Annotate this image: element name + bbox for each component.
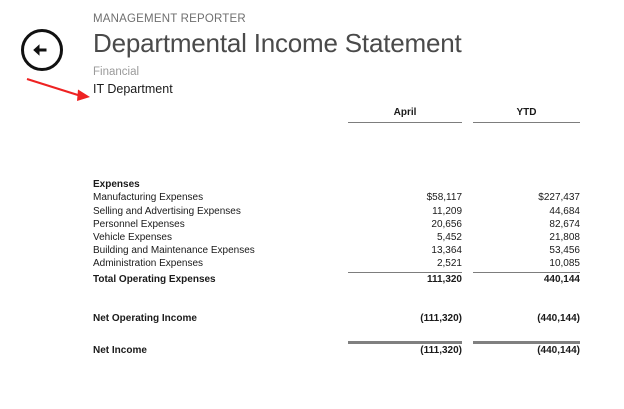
row-value-ytd: 44,684 xyxy=(549,205,580,217)
row-value-ytd: 53,456 xyxy=(549,245,580,257)
net-operating-ytd: (440,144) xyxy=(537,312,580,324)
net-income-ytd: (440,144) xyxy=(537,345,580,357)
table-row xyxy=(93,191,580,204)
department-label: IT Department xyxy=(93,82,173,96)
net-income-april: (111,320) xyxy=(420,345,462,357)
row-value-april: 5,452 xyxy=(436,232,462,244)
row-value-april: 13,364 xyxy=(431,245,462,257)
financial-report xyxy=(93,106,580,357)
row-label: Selling and Advertising Expenses xyxy=(93,205,241,217)
table-header-row xyxy=(93,106,580,121)
back-button[interactable] xyxy=(20,28,64,72)
row-value-april: 11,209 xyxy=(432,205,462,217)
row-value-ytd: 10,085 xyxy=(549,258,580,270)
net-operating-label: Net Operating Income xyxy=(93,312,197,324)
table-row xyxy=(93,244,580,257)
row-value-april: 20,656 xyxy=(431,218,462,230)
table-row xyxy=(93,231,580,244)
column-header-ytd: YTD xyxy=(516,107,537,118)
row-label: Manufacturing Expenses xyxy=(93,192,204,204)
red-arrow-pointer-icon xyxy=(20,70,100,105)
report-scope xyxy=(93,65,593,98)
row-gap xyxy=(462,205,473,218)
pre-net-income-spacer xyxy=(93,325,580,338)
total-operating-label: Total Operating Expenses xyxy=(93,273,216,285)
income-statement-table xyxy=(93,106,580,357)
page-title: Departmental Income Statement xyxy=(93,28,462,58)
table-row xyxy=(93,218,580,231)
net-income-row xyxy=(93,343,580,358)
pre-net-operating-spacer xyxy=(93,286,580,312)
row-value-ytd: $227,437 xyxy=(538,192,580,204)
row-gap xyxy=(462,244,473,257)
total-operating-expenses-row xyxy=(93,272,580,286)
row-label: Building and Maintenance Expenses xyxy=(93,245,255,257)
row-gap xyxy=(462,257,473,270)
section-title-gap xyxy=(462,178,473,191)
section-title: Expenses xyxy=(93,179,140,191)
net-income-gap xyxy=(462,343,473,358)
row-label: Administration Expenses xyxy=(93,258,204,270)
section-spacer-cell xyxy=(93,123,580,179)
report-header xyxy=(93,12,593,98)
header-spacer-cell xyxy=(93,106,348,121)
section-title-ytd xyxy=(473,178,580,191)
pre-net-operating-spacer-cell xyxy=(93,286,580,312)
net-income-label: Net Income xyxy=(93,345,147,357)
section-title-april xyxy=(348,178,462,191)
column-gap xyxy=(462,106,473,121)
pre-net-income-spacer-cell xyxy=(93,325,580,338)
row-label: Vehicle Expenses xyxy=(93,232,172,244)
company-label: Financial xyxy=(93,66,140,78)
row-value-april: 2,521 xyxy=(436,258,462,270)
row-gap xyxy=(462,191,473,204)
net-operating-april: (111,320) xyxy=(420,312,462,324)
total-operating-ytd: 440,144 xyxy=(543,273,580,285)
app-name-eyebrow: MANAGEMENT REPORTER xyxy=(93,13,246,25)
total-operating-april: 111,320 xyxy=(426,273,462,285)
arrow-left-circle-icon xyxy=(20,28,64,72)
row-value-ytd: 82,674 xyxy=(549,218,580,230)
row-gap xyxy=(462,218,473,231)
total-operating-gap xyxy=(462,272,473,286)
section-heading-row xyxy=(93,178,580,191)
table-row xyxy=(93,205,580,218)
row-value-april: $58,117 xyxy=(426,192,462,204)
net-operating-income-row xyxy=(93,312,580,325)
row-value-ytd: 21,808 xyxy=(549,232,580,244)
section-spacer xyxy=(93,123,580,179)
row-label: Personnel Expenses xyxy=(93,218,185,230)
net-operating-gap xyxy=(462,312,473,325)
table-row xyxy=(93,257,580,270)
row-gap xyxy=(462,231,473,244)
column-header-april: April xyxy=(393,107,417,118)
